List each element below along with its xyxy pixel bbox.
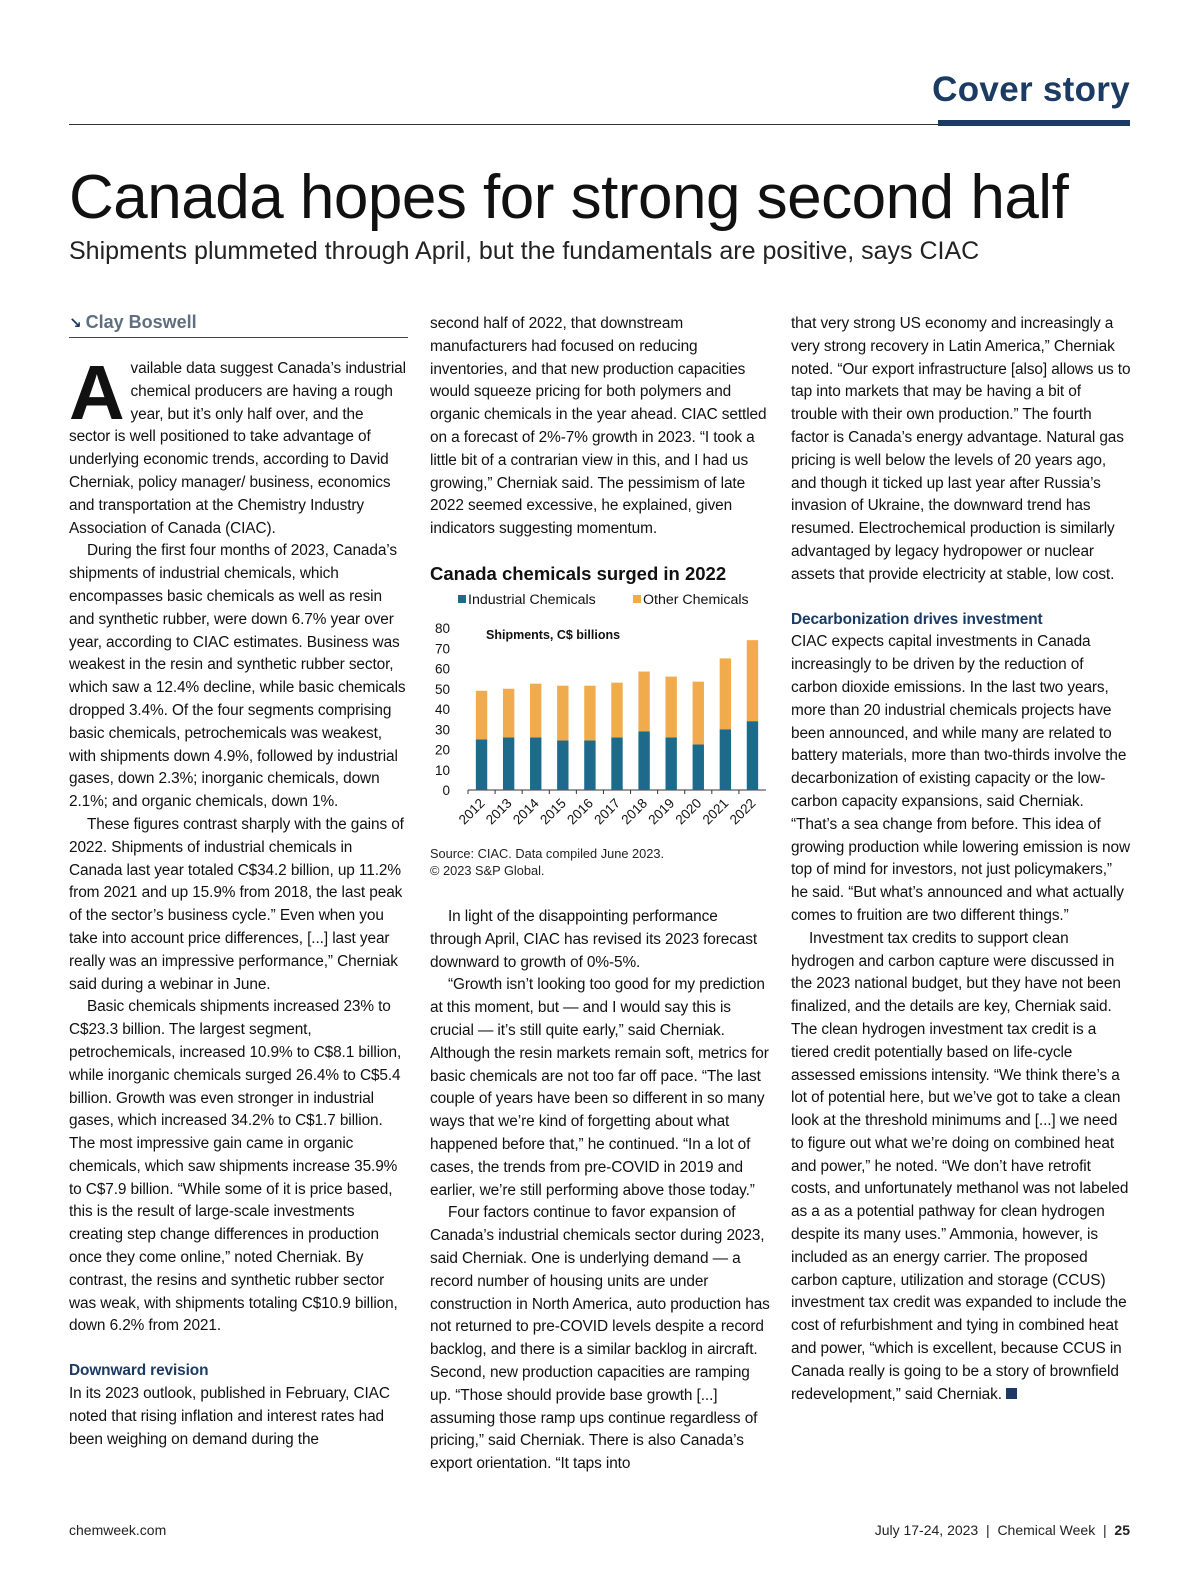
- x-tick-label: 2012: [455, 795, 488, 828]
- bar-other-2020: [693, 682, 704, 745]
- x-tick-label: 2019: [645, 795, 678, 828]
- header-accent-bar: [938, 120, 1130, 126]
- paragraph: Four factors continue to favor expansion of Canada’s industrial chemicals sector during 2023, said Cherniak. One is underlying demand — a record number of housing units are under construction in North America, auto production has not returned to pre-COVID levels despite a record backlog, and there is a similar backlog in aircraft. Second, new production capacities are ramping up. “Those should provide base growth [...] assuming those ramp ups continue regardless of pricing,” said Cherniak. There is also Canada’s export orientation. “It taps into: [430, 1204, 770, 1473]
- headline: Canada hopes for strong second half: [69, 163, 1069, 232]
- y-tick-label: 50: [434, 681, 450, 697]
- y-tick-label: 70: [434, 641, 450, 657]
- bar-other-2021: [720, 658, 731, 729]
- bar-industrial-2016: [584, 740, 595, 790]
- bar-industrial-2019: [665, 737, 676, 790]
- bar-other-2022: [747, 640, 758, 721]
- chart-title: Canada chemicals surged in 2022: [430, 563, 727, 584]
- x-tick-label: 2018: [618, 795, 651, 828]
- page-number: 25: [1114, 1522, 1130, 1538]
- byline-arrow-icon: ↘: [69, 315, 82, 332]
- paragraph-text: Investment tax credits to support clean hydrogen and carbon capture were discussed in the 2023 national budget, but they have not been finalized, and the details are key, Cherniak said. The clean hydrogen investment tax credit is a tiered credit potentially based on life-cycle assessed emissions intensity. “We think there’s a lot of potential here, but we’ve got to take a clean look at the threshold minimums and [...] we need to figure out what we’re doing on combined heat and power,” he noted. “We don’t have retrofit costs, and unfortunately methanol was not labeled as a as a potential pathway for clean hydrogen despite its many uses.” Ammonia, however, is included as an energy carrier. The proposed carbon capture, utilization and storage (CCUS) investment tax credit was expanded to include the cost of refurbishment and tying in combined heat and power, “which is excellent, because CCUS in Canada really is going to be a story of brownfield redevelopment,” said Cherniak.: [791, 929, 1129, 1403]
- legend-label-industrial: Industrial Chemicals: [468, 592, 596, 608]
- y-tick-label: 80: [434, 621, 450, 636]
- bar-other-2012: [476, 691, 487, 740]
- x-tick-label: 2016: [564, 795, 597, 828]
- bar-other-2013: [503, 689, 514, 738]
- paragraph: [791, 928, 1131, 1407]
- footer-separator: |: [986, 1522, 990, 1538]
- x-tick-label: 2021: [699, 795, 732, 828]
- chart-source: Source: CIAC. Data compiled June 2023.: [430, 846, 665, 861]
- chart-bars: [476, 640, 758, 790]
- end-mark-icon: [1006, 1388, 1017, 1399]
- footer-publication: Chemical Week: [997, 1522, 1096, 1538]
- y-tick-label: 40: [434, 702, 450, 717]
- column-1: [69, 350, 408, 1451]
- paragraph: During the first four months of 2023, Canada’s shipments of industrial chemicals, which encompasses basic chemicals as well as resin and synthetic rubber, were down 6.7% year over year, according to CIAC estimates. Business was weakest in the resin and synthetic rubber sector, which saw a 12.4% decline, while basic chemicals dropped 3.4%. Of the four segments comprising basic chemicals, petrochemicals was weakest, with shipments down 4.9%, followed by industrial gases, down 2.3%; inorganic chemicals, down 2.1%; and organic chemicals, down 1%.: [69, 542, 406, 811]
- paragraph: In light of the disappointing performance through April, CIAC has revised its 2023 forecast downward to growth of 0%-5%.: [430, 908, 758, 971]
- bar-industrial-2020: [693, 744, 704, 790]
- chart-legend: [458, 592, 749, 608]
- y-tick-label: 60: [434, 661, 450, 677]
- bar-industrial-2013: [503, 737, 514, 790]
- paragraph: Basic chemicals shipments increased 23% to C$23.3 billion. The largest segment, petrochemicals, increased 10.9% to C$8.1 billion, while inorganic chemicals surged 26.4% to C$5.4 billion. Growth was even stronger in industrial gases, which increased 34.2% to C$1.7 billion. The most impressive gain came in organic chemicals, which saw shipments increase 35.9% to C$7.9 billion. “While some of it is price based, this is the result of large-scale investments creating step change differences in production once they come online,” noted Cherniak. By contrast, the resins and synthetic rubber sector was weak, with shipments totaling C$10.9 billion, down 6.2% from 2021.: [69, 998, 402, 1335]
- y-tick-label: 20: [434, 742, 450, 758]
- y-tick-label: 30: [434, 722, 450, 738]
- paragraph: that very strong US economy and increasingly a very strong recovery in Latin America,” Cherniak noted. “Our export infrastructure [also] allows us to tap into markets that may be having a bit of trouble with their own production.” The fourth factor is Canada’s energy advantage. Natural gas pricing is well below the levels of 20 years ago, and though it ticked up last year after Russia’s invasion of Ukraine, the downward trend has resumed. Electrochemical production is similarly advantaged by legacy hydropower or nuclear assets that provide electricity at stable, low cost.: [791, 315, 1131, 583]
- bar-industrial-2014: [530, 737, 541, 790]
- bar-other-2016: [584, 686, 595, 741]
- x-tick-label: 2020: [672, 795, 705, 828]
- chart-copyright: © 2023 S&P Global.: [430, 863, 545, 878]
- column-2-top: [430, 313, 770, 541]
- footer-date: July 17-24, 2023: [874, 1522, 979, 1538]
- bar-industrial-2021: [720, 729, 731, 790]
- y-tick-label: 0: [442, 783, 450, 798]
- column-2-bottom: [430, 906, 770, 1476]
- y-tick-label: 10: [434, 762, 450, 778]
- subhead-downward-revision: Downward revision: [69, 1362, 209, 1380]
- x-tick-label: 2015: [537, 795, 569, 828]
- paragraph: CIAC expects capital investments in Canada increasingly to be driven by the reduction of carbon dioxide emissions. In the last two years, more than 20 industrial chemicals projects have been announced, and while many are related to battery materials, more than two-thirds involve the decarbonization of existing capacity or the low-carbon capacity expansions, said Cherniak. “That’s a sea change from before. This idea of growing production while lowering emission is now top of mind for investors, not just policymakers,” he said. “But what’s announced and what actually comes to fruition are two different things.”: [791, 633, 1130, 924]
- bar-other-2015: [557, 686, 568, 741]
- subhead-decarbonization: Decarbonization drives investment: [791, 610, 1043, 628]
- x-tick-label: 2022: [726, 795, 759, 828]
- column-3: [791, 313, 1131, 1406]
- chart-x-axis: [456, 790, 759, 827]
- paragraph: second half of 2022, that downstream manufacturers had focused on reducing inventories, and that new production capacities would squeeze pricing for both polymers and organic chemicals in the year ahead. CIAC settled on a forecast of 2%-7% growth in 2023. “I took a little bit of a contrarian view in this, and I had us growing,” Cherniak said. The pessimism of late 2022 seemed excessive, he explained, given indicators suggesting momentum.: [430, 315, 767, 538]
- legend-swatch-other: [633, 595, 641, 603]
- bar-other-2018: [638, 672, 649, 732]
- x-tick-label: 2013: [482, 795, 515, 828]
- byline: [69, 312, 408, 338]
- bar-other-2017: [611, 683, 622, 738]
- bar-other-2019: [665, 677, 676, 738]
- bar-industrial-2018: [638, 731, 649, 790]
- chart-subtitle: Shipments, C$ billions: [486, 628, 621, 642]
- bar-industrial-2017: [611, 737, 622, 790]
- byline-author: Clay Boswell: [85, 312, 197, 332]
- x-tick-label: 2017: [591, 795, 624, 828]
- paragraph: In its 2023 outlook, published in February, CIAC noted that rising inflation and interest rates had been weighing on demand during the: [69, 1385, 390, 1448]
- paragraph: “Growth isn’t looking too good for my prediction at this moment, but — and I would say this is crucial — it’s still quite early,” said Cherniak. Although the resin markets remain soft, metrics for basic chemicals are not too far off pace. “The last couple of years have been so different in so many ways that we’re kind of forgetting about what happened before that,” he continued. “In a lot of cases, the trends from pre-COVID in 2019 and earlier, we’re still performing above those today.”: [430, 976, 769, 1199]
- legend-swatch-industrial: [458, 595, 466, 603]
- legend-label-other: Other Chemicals: [643, 592, 749, 608]
- bar-industrial-2022: [747, 721, 758, 790]
- dek: Shipments plummeted through April, but the fundamentals are positive, says CIAC: [69, 237, 980, 265]
- footer-info: [875, 1522, 1130, 1538]
- bar-industrial-2012: [476, 739, 487, 790]
- bar-other-2014: [530, 684, 541, 738]
- footer-separator: |: [1103, 1522, 1107, 1538]
- section-label: Cover story: [932, 70, 1130, 109]
- chart: [428, 560, 772, 885]
- dropcap: A: [69, 350, 125, 436]
- paragraph: These figures contrast sharply with the gains of 2022. Shipments of industrial chemicals in Canada last year totaled C$34.2 billion, up 11.2% from 2021 and up 15.9% from 2018, the last peak of the sector’s business cycle.” Even when you take into account price differences, [...] last year really was an impressive performance,” Cherniak said during a webinar in June.: [69, 815, 404, 993]
- x-tick-label: 2014: [509, 795, 542, 828]
- footer-site: chemweek.com: [69, 1522, 167, 1538]
- paragraph-text: vailable data suggest Canada’s industrial chemical producers are having a rough year, but it’s only half over, and the sector is well positioned to take advantage of underlying economic trends, according to David Cherniak, policy manager/ business, economics and transportation at the Chemistry Industry Association of Canada (CIAC).: [69, 360, 406, 537]
- paragraph: [69, 350, 408, 540]
- bar-industrial-2015: [557, 740, 568, 790]
